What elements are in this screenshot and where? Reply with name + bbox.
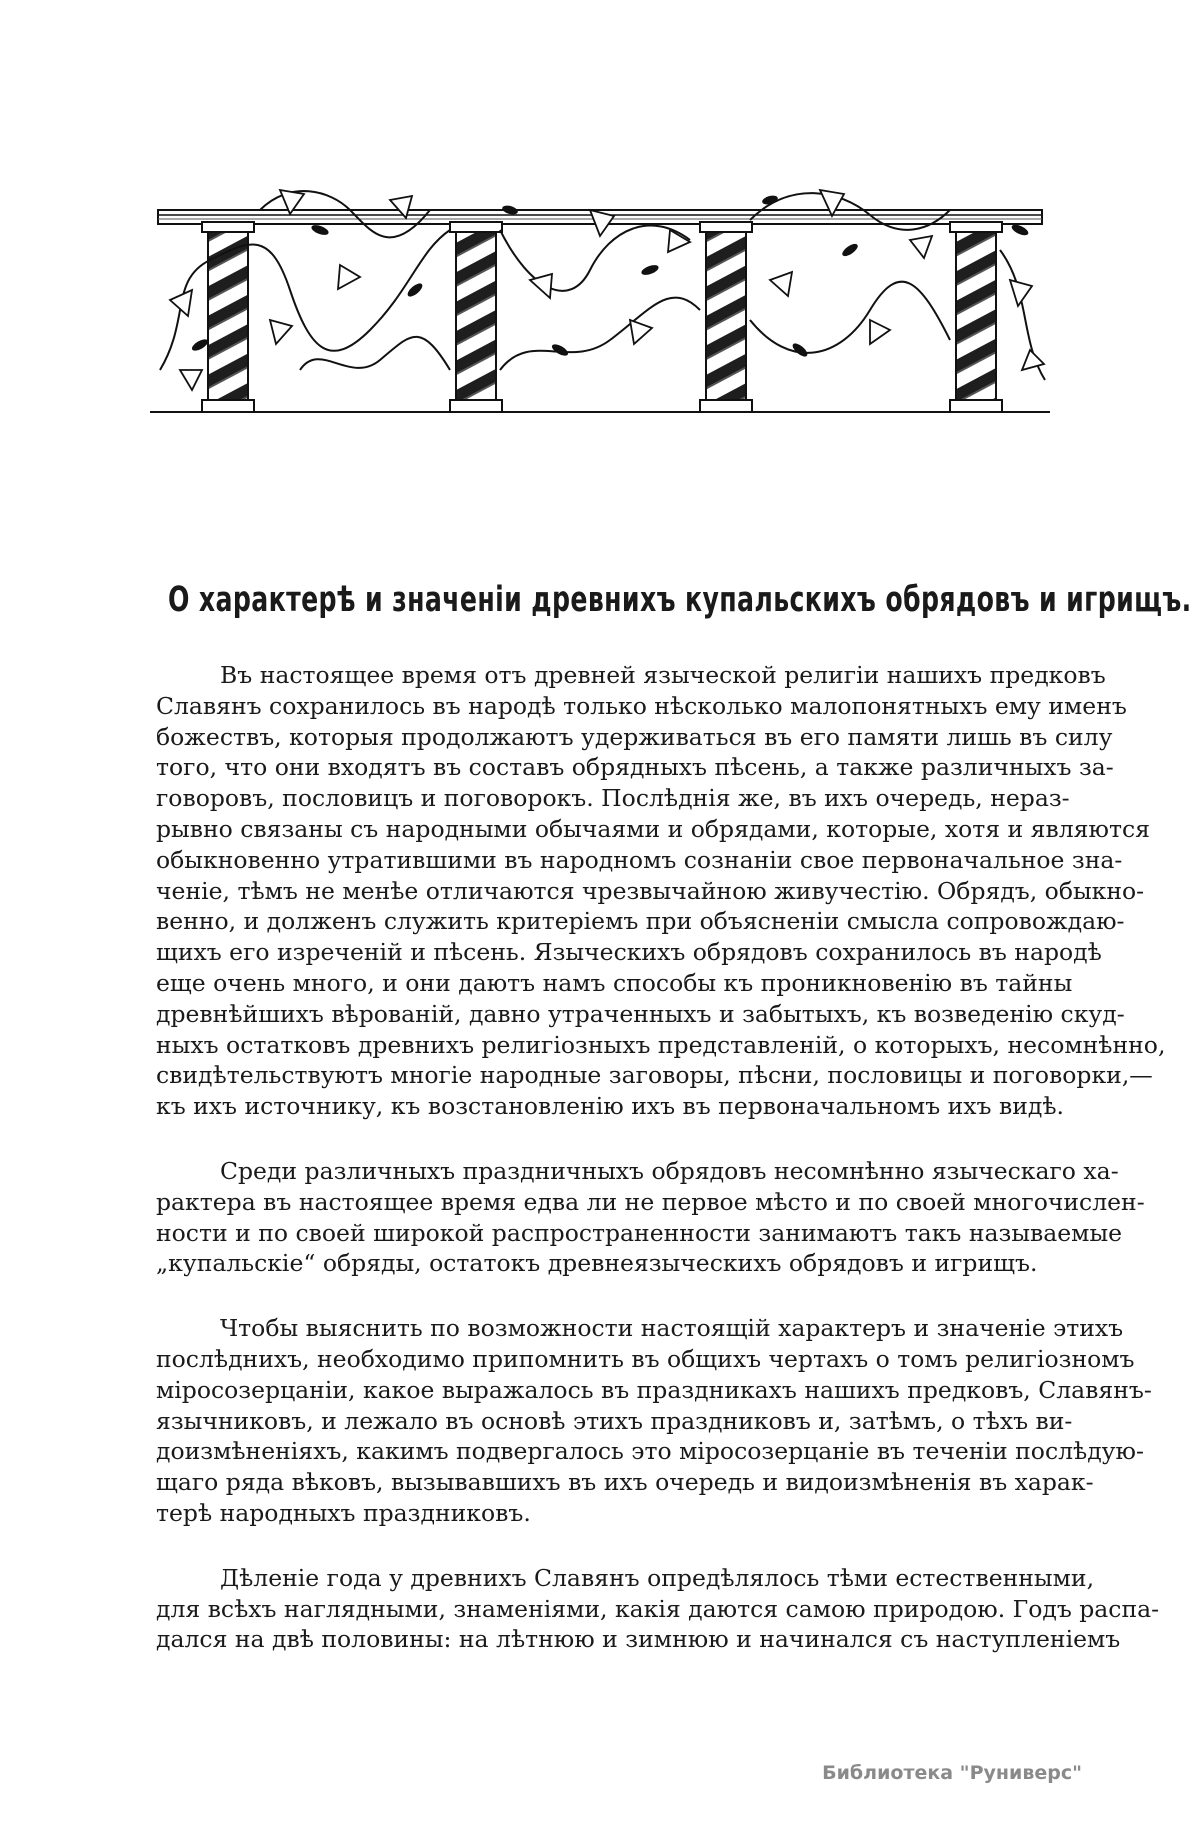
text-line: того, что они входятъ въ составъ обрядныхъ пѣсень, а также различныхъ за- <box>156 753 1114 782</box>
text-line: щаго ряда вѣковъ, вызывавшихъ въ ихъ очередь и видоизмѣненія въ харак- <box>156 1468 1094 1497</box>
paragraph <box>156 1156 1145 1279</box>
text-line: говоровъ, пословицъ и поговорокъ. Послѣднія же, въ ихъ очередь, нераз- <box>156 784 1070 813</box>
text-line: свидѣтельствуютъ многіе народные заговоры, пѣсни, пословицы и поговорки,— <box>156 1061 1153 1090</box>
paragraph <box>156 660 1166 1122</box>
text-line: щихъ его изреченій и пѣсень. Языческихъ обрядовъ сохранилось въ народѣ <box>156 938 1102 967</box>
text-line: язычниковъ, и лежало въ основѣ этихъ праздниковъ и, затѣмъ, о тѣхъ ви- <box>156 1406 1073 1435</box>
text-line: древнѣйшихъ вѣрованій, давно утраченныхъ и забытыхъ, къ возведенію скуд- <box>156 999 1125 1028</box>
text-line: Чтобы выяснить по возможности настоящій характеръ и значеніе этихъ <box>220 1314 1124 1343</box>
text-line: еще очень много, и они даютъ намъ способы къ проникновенію въ тайны <box>156 968 1073 997</box>
text-line: обыкновенно утратившими въ народномъ сознаніи свое первоначальное зна- <box>156 845 1123 874</box>
paragraph <box>156 1563 1160 1655</box>
text-line: „купальскіе“ обряды, остатокъ древнеязыческихъ обрядовъ и игрищъ. <box>156 1249 1038 1278</box>
text-line: Дѣленіе года у древнихъ Славянъ опредѣлялось тѣми естественными, <box>220 1563 1095 1592</box>
body-text <box>156 660 1166 1689</box>
text-line: ности и по своей широкой распространенности занимаютъ такъ называемые <box>156 1218 1123 1247</box>
text-line: рактера въ настоящее время едва ли не первое мѣсто и по своей многочислен- <box>156 1187 1145 1216</box>
library-watermark: Библиотека "Руниверс" <box>822 1762 1082 1784</box>
text-line: Въ настоящее время отъ древней языческой религіи нашихъ предковъ <box>220 661 1106 689</box>
text-line: Славянъ сохранилось въ народѣ только нѣсколько малопонятныхъ ему именъ <box>156 691 1127 720</box>
text-line: доизмѣненіяхъ, какимъ подвергалось это міросозерцаніе въ теченіи послѣдую- <box>156 1437 1144 1466</box>
decorative-headpiece-vines <box>150 170 1050 420</box>
text-line: венно, и долженъ служить критеріемъ при объясненіи смысла сопровождаю- <box>156 907 1125 936</box>
text-line: для всѣхъ наглядными, знаменіями, какія даются самою природою. Годъ распа- <box>156 1594 1160 1623</box>
text-line: терѣ народныхъ праздниковъ. <box>156 1498 531 1527</box>
text-line: дался на двѣ половины: на лѣтнюю и зимнюю и начинался съ наступленіемъ <box>156 1625 1121 1654</box>
text-line: міросозерцаніи, какое выражалось въ праздникахъ нашихъ предковъ, Славянъ- <box>156 1375 1152 1404</box>
text-line: рывно связаны съ народными обычаями и обрядами, которые, хотя и являются <box>156 814 1150 843</box>
text-line: Среди различныхъ праздничныхъ обрядовъ несомнѣнно языческаго ха- <box>220 1156 1119 1185</box>
text-line: божествъ, которыя продолжаютъ удерживаться въ его памяти лишь въ силу <box>156 722 1113 751</box>
text-line: къ ихъ источнику, къ возстановленію ихъ въ первоначальномъ ихъ видѣ. <box>156 1092 1064 1121</box>
text-line: послѣднихъ, необходимо припомнить въ общихъ чертахъ о томъ религіозномъ <box>156 1344 1135 1373</box>
page-title: О характерѣ и значеніи древнихъ купальскихъ обрядовъ и игрищъ. <box>167 580 1192 620</box>
paragraph <box>156 1313 1152 1529</box>
text-line: ныхъ остатковъ древнихъ религіозныхъ представленій, о которыхъ, несомнѣнно, <box>156 1030 1166 1059</box>
text-line: ченіе, тѣмъ не менѣе отличаются чрезвычайною живучестію. Обрядъ, обыкно- <box>156 876 1145 905</box>
